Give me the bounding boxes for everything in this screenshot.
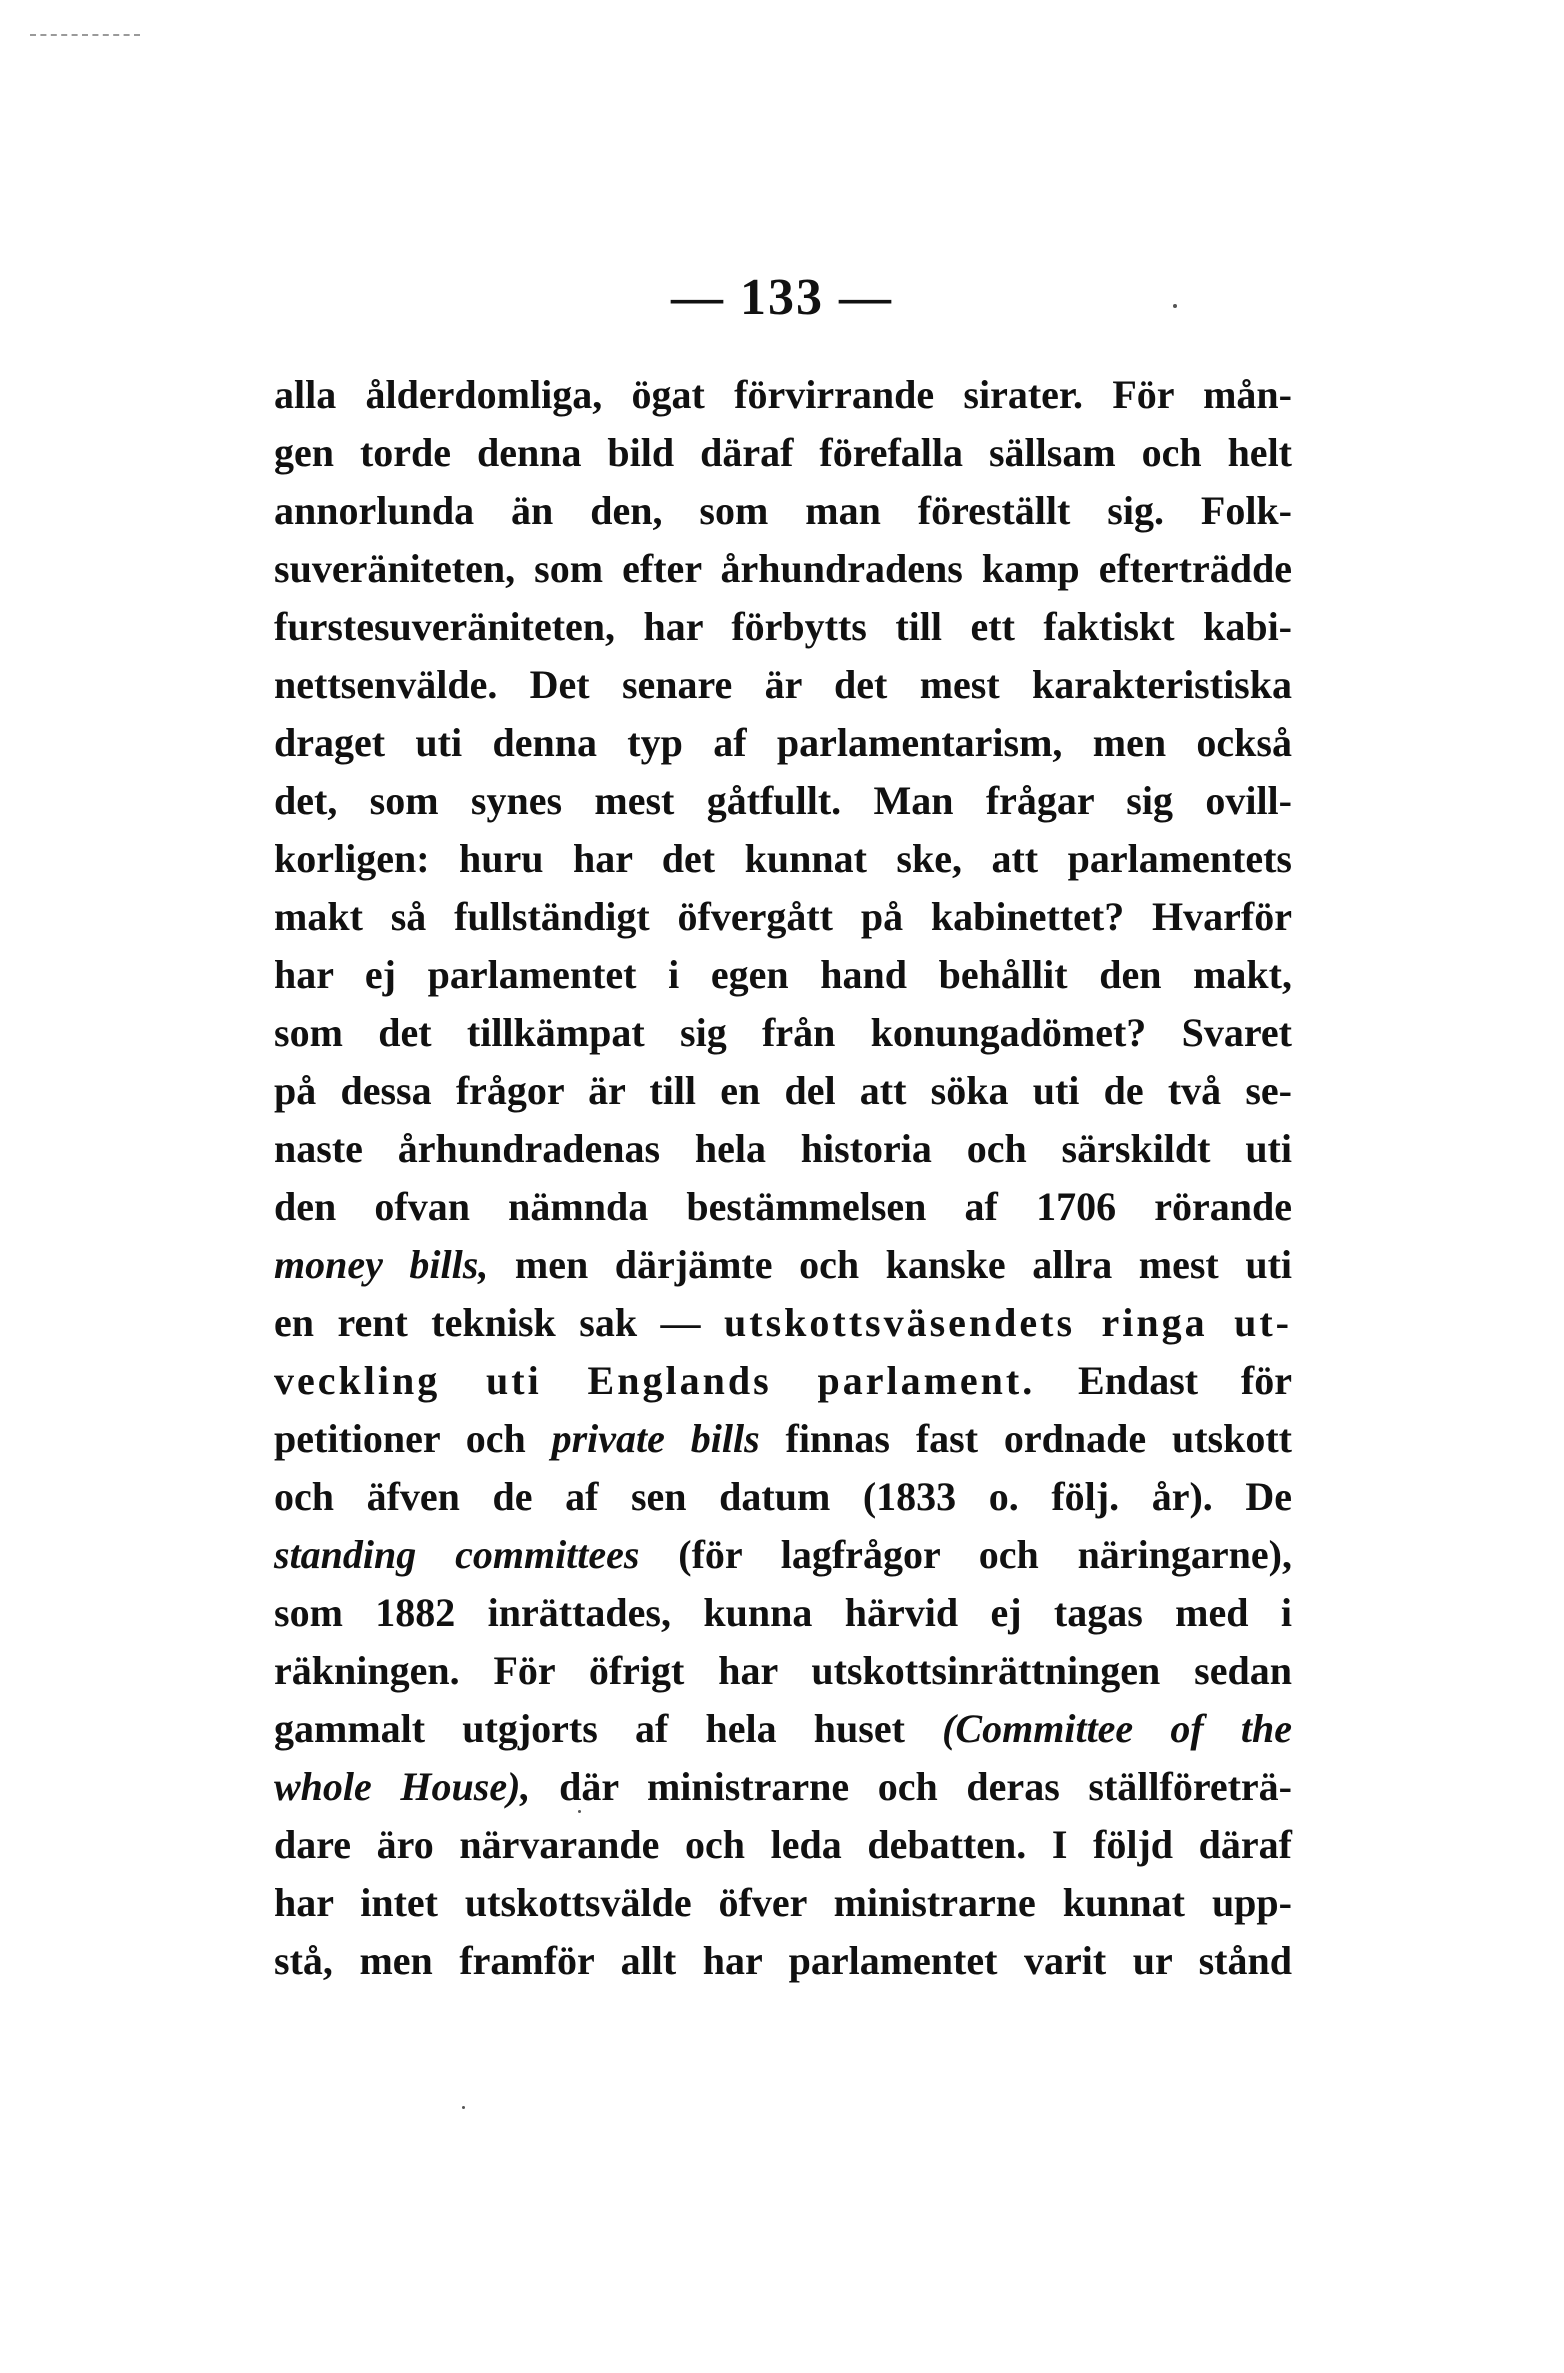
- text-line: [274, 1642, 1292, 1700]
- text-line: [274, 1874, 1292, 1932]
- text-run: annorlunda än den, som man föreställt sig. Folk-: [274, 488, 1292, 533]
- text-line: [274, 1526, 1292, 1584]
- text-run: det, som synes mest gåtfullt. Man frågar sig ovill-: [274, 778, 1292, 823]
- text-line: [274, 1352, 1292, 1410]
- text-run: petitioner och: [274, 1416, 552, 1461]
- text-run: har intet utskottsvälde öfver ministrarne kunnat upp-: [274, 1880, 1292, 1925]
- body-text: [274, 366, 1292, 1990]
- text-run: nettsenvälde. Det senare är det mest karakteristiska: [274, 662, 1292, 707]
- italic-term: (Committee of the: [942, 1706, 1292, 1751]
- text-line: [274, 946, 1292, 1004]
- text-run: räkningen. För öfrigt har utskottsinrättningen sedan: [274, 1648, 1292, 1693]
- text-run: suveräniteten, som efter århundradens kamp efterträdde: [274, 546, 1292, 591]
- italic-term: money bills,: [274, 1242, 489, 1287]
- text-line: [274, 1468, 1292, 1526]
- text-run: och äfven de af sen datum (1833 o. följ. år). De: [274, 1474, 1292, 1519]
- text-line: [274, 1120, 1292, 1178]
- text-line: [274, 830, 1292, 888]
- text-run: alla ålderdomliga, ögat förvirrande sirater. För mån-: [274, 372, 1292, 417]
- text-line: [274, 366, 1292, 424]
- text-run: (för lagfrågor och näringarne),: [639, 1532, 1292, 1577]
- text-line: [274, 1004, 1292, 1062]
- italic-term: whole House),: [274, 1764, 531, 1809]
- text-line: [274, 540, 1292, 598]
- text-line: [274, 1932, 1292, 1990]
- text-line: [274, 598, 1292, 656]
- text-line: [274, 1758, 1292, 1816]
- text-line: [274, 1816, 1292, 1874]
- text-run: gen torde denna bild däraf förefalla sällsam och helt: [274, 430, 1292, 475]
- spaced-emphasis: veckling uti Englands parlament.: [274, 1358, 1036, 1403]
- spaced-emphasis: utskottsväsendets ringa ut-: [724, 1300, 1292, 1345]
- text-run: som 1882 inrättades, kunna härvid ej tagas med i: [274, 1590, 1292, 1635]
- text-line: [274, 424, 1292, 482]
- text-run: draget uti denna typ af parlamentarism, men också: [274, 720, 1292, 765]
- text-line: [274, 888, 1292, 946]
- text-run: en rent teknisk sak —: [274, 1300, 725, 1345]
- page-number: — 133 —: [671, 269, 893, 326]
- text-line: [274, 482, 1292, 540]
- text-run: men därjämte och kanske allra mest uti: [488, 1242, 1292, 1287]
- text-run: har ej parlamentet i egen hand behållit den makt,: [274, 952, 1292, 997]
- text-line: [274, 1410, 1292, 1468]
- scan-artifact-dashes: [30, 34, 140, 36]
- text-line: [274, 1700, 1292, 1758]
- text-run: korligen: huru har det kunnat ske, att parlamentets: [274, 836, 1292, 881]
- text-line: [274, 1178, 1292, 1236]
- text-line: [274, 1236, 1292, 1294]
- text-run: som det tillkämpat sig från konungadömet? Svaret: [274, 1010, 1292, 1055]
- text-run: naste århundradenas hela historia och särskildt uti: [274, 1126, 1292, 1171]
- text-run: Endast för: [1035, 1358, 1292, 1403]
- text-line: [274, 656, 1292, 714]
- text-run: stå, men framför allt har parlamentet varit ur stånd: [274, 1938, 1292, 1983]
- text-line: [274, 772, 1292, 830]
- text-line: [274, 714, 1292, 772]
- ink-speck: [462, 2106, 465, 2109]
- text-line: [274, 1294, 1292, 1352]
- text-run: gammalt utgjorts af hela huset: [274, 1706, 943, 1751]
- text-run: dare äro närvarande och leda debatten. I följd däraf: [274, 1822, 1292, 1867]
- text-run: den ofvan nämnda bestämmelsen af 1706 rörande: [274, 1184, 1292, 1229]
- italic-term: standing committees: [274, 1532, 640, 1577]
- text-run: furstesuveräniteten, har förbytts till ett faktiskt kabi-: [274, 604, 1292, 649]
- text-line: [274, 1584, 1292, 1642]
- text-line: [274, 1062, 1292, 1120]
- text-run: där ministrarne och deras ställföreträ-: [530, 1764, 1292, 1809]
- italic-term: private bills: [551, 1416, 760, 1461]
- text-run: på dessa frågor är till en del att söka uti de två se-: [274, 1068, 1292, 1113]
- text-run: makt så fullständigt öfvergått på kabinettet? Hvarför: [274, 894, 1292, 939]
- text-run: finnas fast ordnade utskott: [759, 1416, 1292, 1461]
